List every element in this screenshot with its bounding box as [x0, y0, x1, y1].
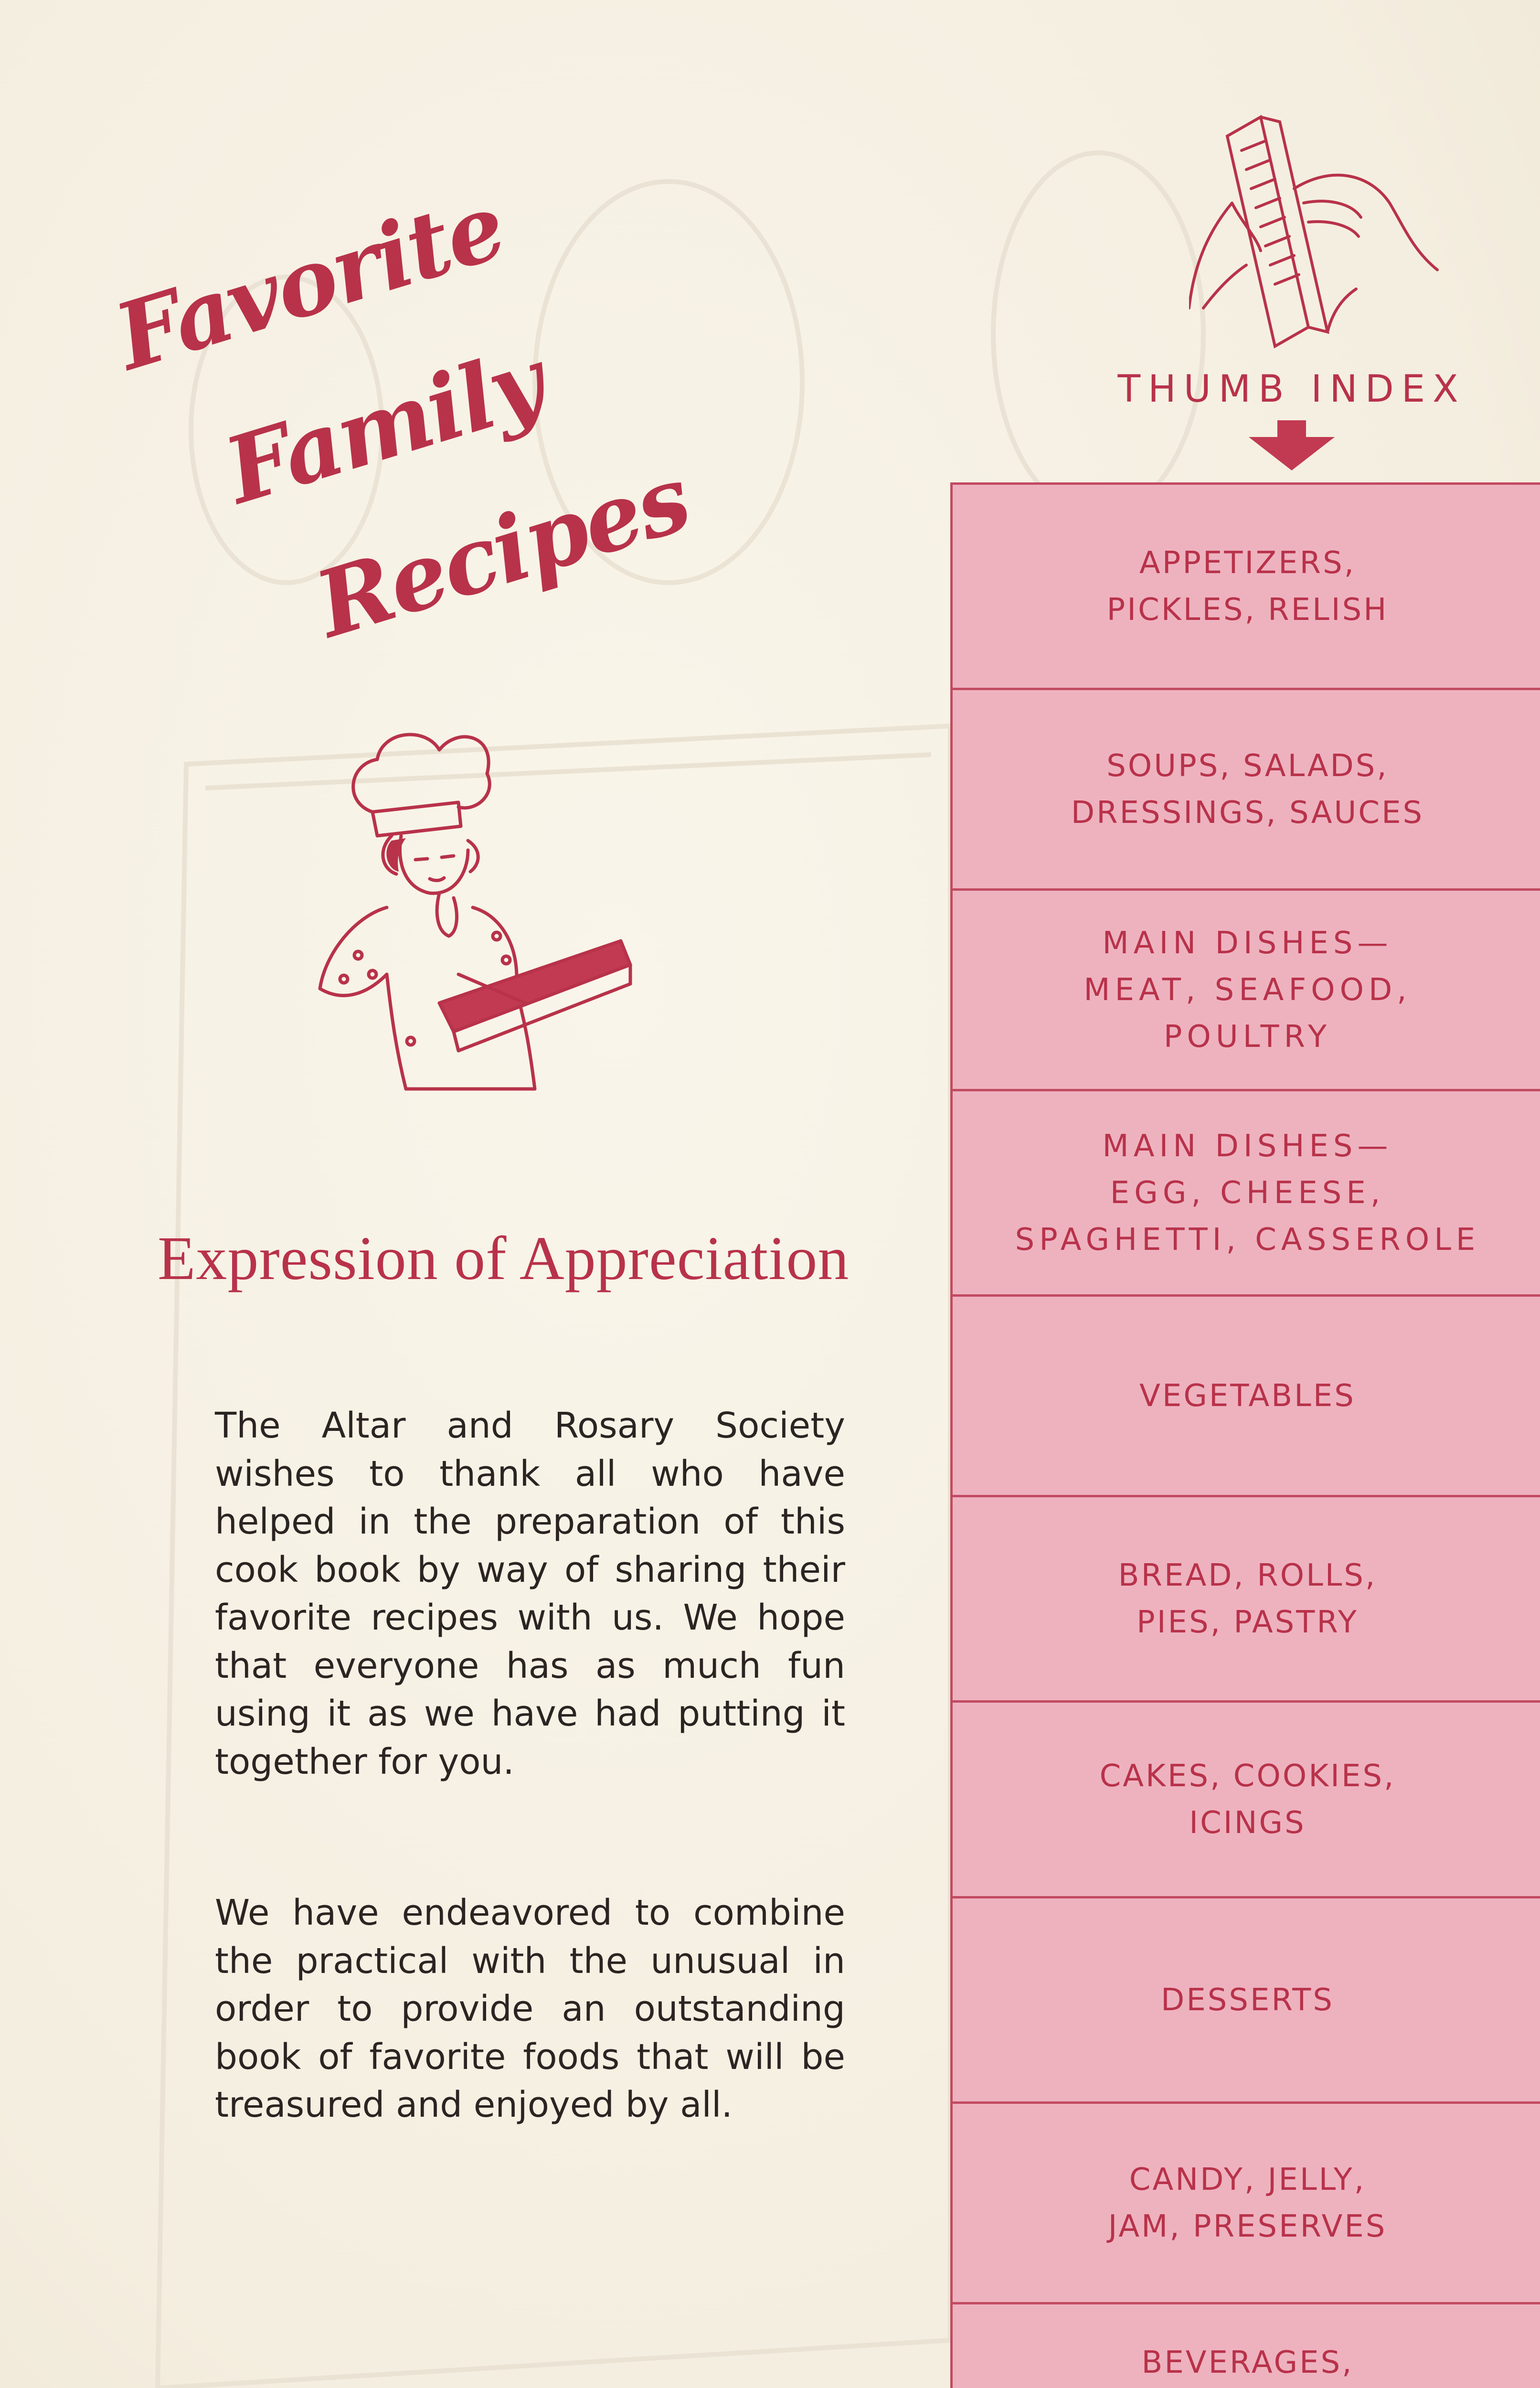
- tab-main-dishes-egg[interactable]: MAIN DISHES— EGG, CHEESE, SPAGHETTI, CASSEROLE: [953, 1091, 1540, 1297]
- cookbook-title: [104, 172, 701, 659]
- title-line-family: Family: [213, 328, 555, 525]
- appreciation-heading: Expression of Appreciation: [158, 1224, 850, 1293]
- thumb-index-label: THUMB INDEX: [1117, 368, 1466, 411]
- tab-desserts[interactable]: DESSERTS: [953, 1898, 1540, 2104]
- tab-vegetables[interactable]: VEGETABLES: [953, 1297, 1540, 1497]
- thumb-index-tabs: [950, 482, 1540, 2388]
- title-line-favorite: Favorite: [104, 172, 516, 391]
- tab-cakes-cookies[interactable]: CAKES, COOKIES, ICINGS: [953, 1703, 1540, 1898]
- tab-main-dishes-meat[interactable]: MAIN DISHES— MEAT, SEAFOOD, POULTRY: [953, 891, 1540, 1091]
- appreciation-paragraph-2: We have endeavored to combine the practical with the unusual in order to provide an outstanding book of favorite foods that will be treasured and enjoyed by all.: [215, 1892, 845, 2125]
- tab-candy-jelly[interactable]: CANDY, JELLY, JAM, PRESERVES: [953, 2104, 1540, 2304]
- tab-bread-rolls[interactable]: BREAD, ROLLS, PIES, PASTRY: [953, 1497, 1540, 1703]
- chef-reading-illustration: [315, 707, 649, 1098]
- tab-beverages[interactable]: BEVERAGES,: [1141, 2345, 1354, 2380]
- tab-soups-salads[interactable]: SOUPS, SALADS, DRESSINGS, SAUCES: [953, 690, 1540, 891]
- tab-appetizers[interactable]: APPETIZERS, PICKLES, RELISH: [953, 485, 1540, 690]
- title-line-recipes: Recipes: [304, 445, 701, 659]
- hand-holding-book-icon: [1189, 107, 1476, 356]
- down-arrow-icon: [1244, 420, 1339, 473]
- appreciation-paragraph-1: The Altar and Rosary Society wishes to thank all who have helped in the preparation of this cook book by way of sharing their favorite recipes with us. We hope that everyone has as much fun using it as we have had putting it together for you.: [215, 1405, 845, 1782]
